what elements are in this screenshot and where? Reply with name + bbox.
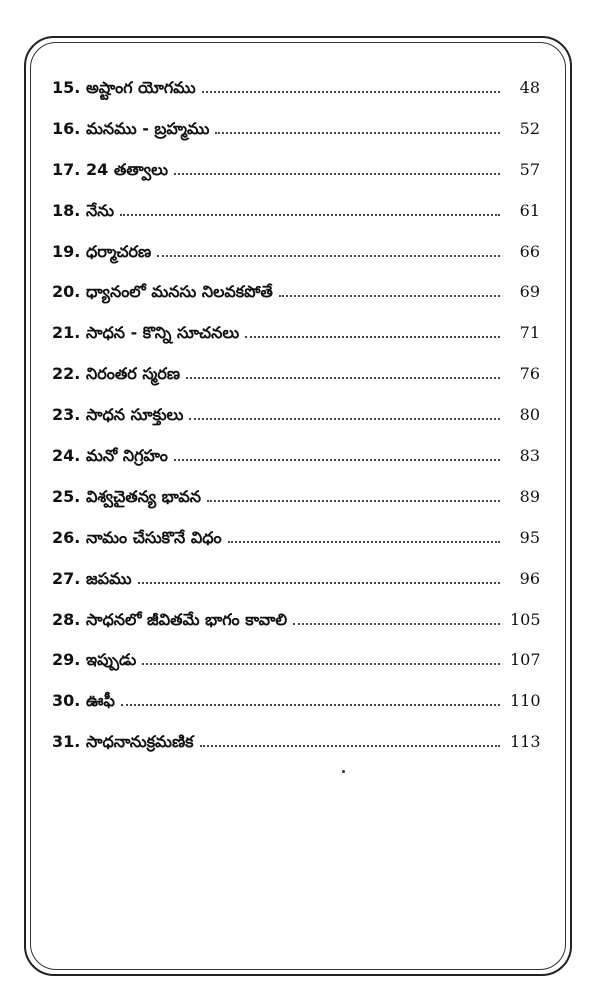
dot-leader	[186, 377, 500, 379]
toc-entry	[52, 119, 540, 160]
toc-entry-number: 29.	[52, 650, 81, 670]
dot-leader	[279, 295, 500, 297]
toc-entry	[52, 160, 540, 201]
toc-entry-number: 28.	[52, 609, 81, 629]
toc-entry-number: 20.	[52, 282, 81, 302]
toc-entry-number: 27.	[52, 568, 81, 588]
toc-entry	[52, 364, 540, 405]
dot-leader	[215, 132, 500, 134]
dot-leader	[245, 336, 500, 338]
toc-entry-title: సాధన సూక్తులు	[86, 405, 184, 425]
toc-entry-page: 95	[519, 527, 540, 547]
dot-leader	[228, 541, 500, 543]
dot-leader	[138, 582, 500, 584]
toc-entry-number: 25.	[52, 486, 81, 506]
dot-leader	[293, 623, 500, 625]
toc-entry	[52, 446, 540, 487]
toc-entry-page: 57	[519, 159, 540, 179]
toc-entry-page: 76	[519, 364, 540, 384]
toc-entry-page: 52	[519, 118, 540, 138]
dot-leader	[202, 91, 500, 93]
toc-entry-page: 69	[519, 282, 540, 302]
toc-entry-title: జపము	[86, 568, 132, 588]
toc-entry-title: సాధనానుక్రమణిక	[86, 732, 194, 752]
dot-leader	[174, 459, 500, 461]
toc-entry-number: 15.	[52, 78, 81, 97]
toc-entry-page: 96	[519, 568, 540, 588]
toc-entry-title: నిరంతర స్మరణ	[86, 364, 181, 384]
toc-entry-title: మనము - బ్రహ్మము	[86, 118, 210, 138]
toc-entry-number: 18.	[52, 200, 81, 220]
toc-entry	[52, 569, 540, 610]
toc-entry	[52, 323, 540, 364]
toc-entry-page: 66	[519, 241, 540, 261]
toc-entry-page: 48	[519, 78, 540, 97]
toc-entry-title: సాధన - కొన్ని సూచనలు	[86, 323, 240, 343]
toc-entry-number: 19.	[52, 241, 81, 261]
toc-entry	[52, 405, 540, 446]
dot-leader	[207, 500, 500, 502]
toc-entry	[52, 610, 540, 651]
toc-entry-page: 71	[519, 323, 540, 343]
toc-entry-page: 113	[510, 732, 541, 752]
toc-entry-page: 61	[519, 200, 540, 220]
toc-entry-title: నామం చేసుకొనే విధం	[86, 527, 222, 547]
dot-leader	[174, 173, 500, 175]
toc-entry-page: 107	[510, 650, 541, 670]
dot-leader	[121, 704, 500, 706]
toc-entry-title: ఇప్పుడు	[86, 650, 137, 670]
dot-leader	[120, 214, 500, 216]
toc-entry	[52, 201, 540, 242]
toc-entry	[52, 282, 540, 323]
toc-entry-page: 83	[519, 446, 540, 466]
toc-entry-title: మనో నిగ్రహం	[86, 446, 168, 466]
toc-entry-title: ఊఫీ	[86, 691, 115, 711]
toc-entry	[52, 242, 540, 283]
toc-entry-title: నేను	[86, 200, 115, 220]
dot-leader	[200, 745, 500, 747]
toc-entry-title: ధర్మాచరణ	[86, 241, 152, 261]
toc-entry	[52, 78, 540, 119]
toc-entry	[52, 528, 540, 569]
toc-entry	[52, 732, 540, 773]
table-of-contents	[52, 78, 540, 773]
dot-leader	[142, 663, 500, 665]
toc-entry-number: 17.	[52, 159, 81, 179]
toc-entry-number: 21.	[52, 323, 81, 343]
toc-entry-page: 110	[510, 691, 541, 711]
toc-entry-number: 23.	[52, 405, 81, 425]
toc-entry-number: 16.	[52, 118, 81, 138]
toc-entry-number: 26.	[52, 527, 81, 547]
toc-entry-page: 105	[510, 609, 541, 629]
toc-entry	[52, 691, 540, 732]
dot-leader	[157, 255, 500, 257]
toc-entry-page: 89	[519, 486, 540, 506]
toc-entry-title: విశ్వచైతన్య భావన	[86, 486, 201, 506]
dot-leader	[189, 418, 500, 420]
toc-entry-number: 24.	[52, 446, 81, 466]
toc-entry-number: 22.	[52, 364, 81, 384]
toc-entry-page: 80	[519, 405, 540, 425]
toc-entry	[52, 487, 540, 528]
toc-entry-title: అష్టాంగ యోగము	[86, 78, 196, 97]
ink-speck	[342, 770, 345, 773]
toc-entry-title: 24 తత్వాలు	[86, 159, 168, 179]
toc-entry-title: ధ్యానంలో మనసు నిలవకపోతే	[86, 282, 273, 302]
toc-entry	[52, 650, 540, 691]
toc-entry-title: సాధనలో జీవితమే భాగం కావాలి	[86, 609, 288, 629]
toc-entry-number: 30.	[52, 691, 81, 711]
toc-entry-number: 31.	[52, 732, 81, 752]
